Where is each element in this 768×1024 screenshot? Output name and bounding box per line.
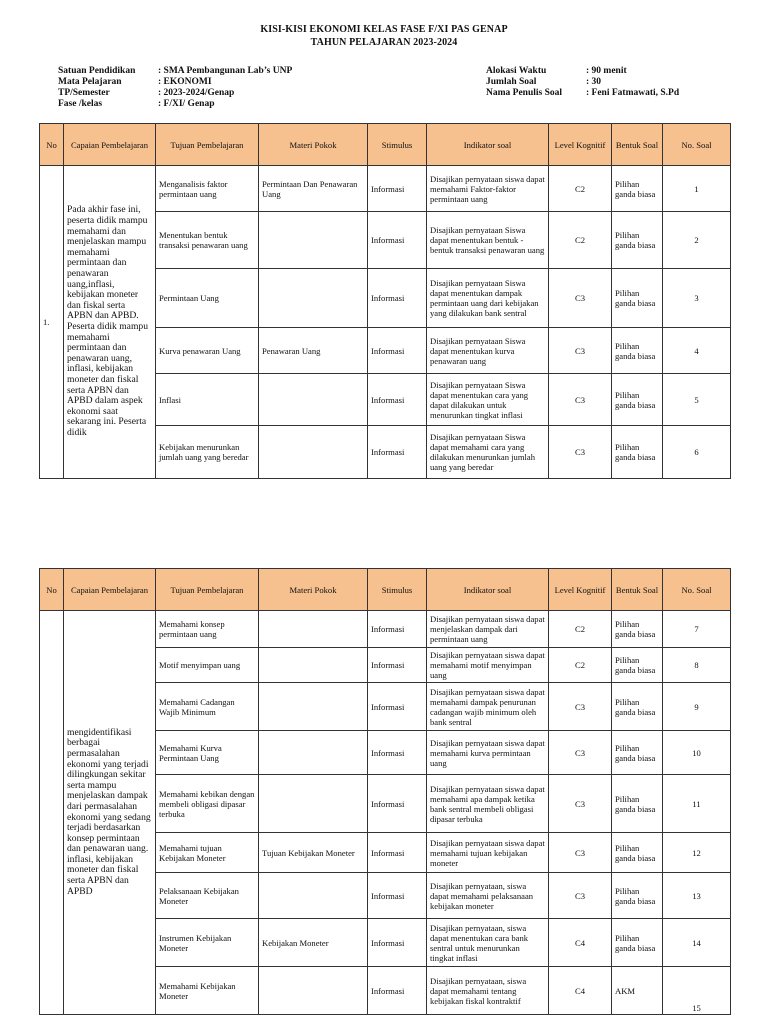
bentuk-cell: AKM [612, 967, 663, 1015]
level-cell: C3 [549, 731, 612, 775]
indikator-cell: Disajikan pernyataan, siswa dapat memahami tentang kebijakan fiskal kontraktif [427, 967, 549, 1015]
materi-cell [259, 775, 368, 833]
tujuan-cell: Menganalisis faktor permintaan uang [156, 166, 259, 212]
indikator-cell: Disajikan pernyataan siswa dapat memahami tujuan kebijakan moneter [427, 833, 549, 873]
bentuk-cell: Pilihan ganda biasa [612, 833, 663, 873]
tujuan-cell: Memahami Kebijakan Moneter [156, 967, 259, 1015]
bentuk-cell: Pilihan ganda biasa [612, 328, 663, 374]
row-no [40, 611, 64, 1015]
bentuk-cell: Pilihan ganda biasa [612, 775, 663, 833]
level-cell: C4 [549, 919, 612, 967]
stimulus-cell: Informasi [368, 426, 427, 479]
materi-cell [259, 611, 368, 648]
nomor-cell: 2 [663, 212, 731, 269]
col-header-bentuk: Bentuk Soal [612, 569, 663, 611]
meta-row-phase: Fase /kelas : F/XI/ Genap [58, 99, 215, 109]
materi-cell: Penawaran Uang [259, 328, 368, 374]
materi-cell: Tujuan Kebijakan Moneter [259, 833, 368, 873]
bentuk-cell: Pilihan ganda biasa [612, 648, 663, 683]
level-cell: C3 [549, 873, 612, 919]
stimulus-cell: Informasi [368, 611, 427, 648]
stimulus-cell: Informasi [368, 967, 427, 1015]
stimulus-cell: Informasi [368, 166, 427, 212]
stimulus-cell: Informasi [368, 648, 427, 683]
indikator-cell: Disajikan pernyataan, siswa dapat memahami pelaksanaan kebijakan moneter [427, 873, 549, 919]
stimulus-cell: Informasi [368, 731, 427, 775]
col-header-indikator: Indikator soal [427, 124, 549, 166]
nomor-cell: 5 [663, 374, 731, 426]
level-cell: C3 [549, 374, 612, 426]
materi-cell [259, 212, 368, 269]
col-header-stimulus: Stimulus [368, 124, 427, 166]
table-row [40, 166, 731, 212]
nomor-cell: 10 [663, 731, 731, 775]
meta-row-time: Alokasi Waktu : 90 menit [486, 66, 627, 76]
tujuan-cell: Inflasi [156, 374, 259, 426]
tujuan-cell: Memahami kebikan dengan membeli obligasi dipasar terbuka [156, 775, 259, 833]
meta-row-subject: Mata Pelajaran : EKONOMI [58, 77, 212, 87]
tujuan-cell: Permintaan Uang [156, 269, 259, 328]
bentuk-cell: Pilihan ganda biasa [612, 919, 663, 967]
col-header-nomor: No. Soal [663, 124, 731, 166]
level-cell: C2 [549, 212, 612, 269]
stimulus-cell: Informasi [368, 873, 427, 919]
col-header-indikator: Indikator soal [427, 569, 549, 611]
materi-cell [259, 731, 368, 775]
bentuk-cell: Pilihan ganda biasa [612, 731, 663, 775]
tujuan-cell: Memahami konsep permintaan uang [156, 611, 259, 648]
col-header-materi: Materi Pokok [259, 569, 368, 611]
col-header-tujuan: Tujuan Pembelajaran [156, 124, 259, 166]
bentuk-cell: Pilihan ganda biasa [612, 374, 663, 426]
materi-cell [259, 683, 368, 731]
nomor-cell: 15 [663, 967, 731, 1015]
materi-cell [259, 374, 368, 426]
table-header-row [40, 569, 731, 611]
level-cell: C3 [549, 833, 612, 873]
tujuan-cell: Kebijakan menurunkan jumlah uang yang beredar [156, 426, 259, 479]
col-header-capaian: Capaian Pembelajaran [64, 569, 156, 611]
bentuk-cell: Pilihan ganda biasa [612, 873, 663, 919]
meta-left [58, 66, 292, 110]
kisi-table-1 [39, 123, 731, 479]
materi-cell [259, 269, 368, 328]
table-header-row [40, 124, 731, 166]
col-header-capaian: Capaian Pembelajaran [64, 124, 156, 166]
indikator-cell: Disajikan pernyataan Siswa dapat menentukan kurva penawaran uang [427, 328, 549, 374]
level-cell: C3 [549, 775, 612, 833]
nomor-cell: 4 [663, 328, 731, 374]
indikator-cell: Disajikan pernyataan, siswa dapat menentukan cara bank sentral untuk menurunkan tingkat inflasi [427, 919, 549, 967]
indikator-cell: Disajikan pernyataan siswa dapat memahami apa dampak ketika bank sentral membeli obligasi dipasar terbuka [427, 775, 549, 833]
level-cell: C3 [549, 426, 612, 479]
capaian-text: Pada akhir fase ini, peserta didik mampu memahami dan menjelaskan mampu memahami permintaan dan penawaran uang,inflasi, kebijakan moneter dan fiskal serta APBN dan APBD. Peserta didik mampu memahami permintaan dan penawaran uang, inflasi, kebijakan moneter dan fiskal serta APBN dan APBD dalam aspek ekonomi saat sekarang ini. Peserta didik [64, 166, 156, 479]
meta-row-author: Nama Penulis Soal : Feni Fatmawati, S.Pd [486, 88, 680, 98]
nomor-cell: 14 [663, 919, 731, 967]
stimulus-cell: Informasi [368, 683, 427, 731]
level-cell: C3 [549, 683, 612, 731]
tujuan-cell: Instrumen Kebijakan Moneter [156, 919, 259, 967]
tujuan-cell: Pelaksanaan Kebijakan Moneter [156, 873, 259, 919]
stimulus-cell: Informasi [368, 328, 427, 374]
stimulus-cell: Informasi [368, 374, 427, 426]
bentuk-cell: Pilihan ganda biasa [612, 269, 663, 328]
nomor-cell: 11 [663, 775, 731, 833]
indikator-cell: Disajikan pernyataan Siswa dapat memahami cara yang dilakukan menurunkan jumlah uang yang beredar [427, 426, 549, 479]
bentuk-cell: Pilihan ganda biasa [612, 426, 663, 479]
level-cell: C3 [549, 328, 612, 374]
meta-row-count: Jumlah Soal : 30 [486, 77, 602, 87]
meta-row-school: Satuan Pendidikan : SMA Pembangunan Lab’s UNP [58, 66, 293, 76]
nomor-cell: 3 [663, 269, 731, 328]
bentuk-cell: Pilihan ganda biasa [612, 166, 663, 212]
tujuan-cell: Memahami Kurva Permintaan Uang [156, 731, 259, 775]
nomor-cell: 9 [663, 683, 731, 731]
nomor-cell: 13 [663, 873, 731, 919]
indikator-cell: Disajikan pernyataan siswa dapat memahami motif menyimpan uang [427, 648, 549, 683]
col-header-no: No [40, 124, 64, 166]
tujuan-cell: Menentukan bentuk transaksi penawaran uang [156, 212, 259, 269]
stimulus-cell: Informasi [368, 212, 427, 269]
nomor-cell: 12 [663, 833, 731, 873]
level-cell: C4 [549, 967, 612, 1015]
bentuk-cell: Pilihan ganda biasa [612, 683, 663, 731]
tujuan-cell: Motif menyimpan uang [156, 648, 259, 683]
indikator-cell: Disajikan pernyataan siswa dapat memahami kurva permintaan uang [427, 731, 549, 775]
nomor-cell: 1 [663, 166, 731, 212]
col-header-materi: Materi Pokok [259, 124, 368, 166]
nomor-cell: 7 [663, 611, 731, 648]
materi-cell [259, 967, 368, 1015]
tujuan-cell: Memahami tujuan Kebijakan Moneter [156, 833, 259, 873]
indikator-cell: Disajikan pernyataan Siswa dapat menentukan bentuk - bentuk transaksi penawaran uang [427, 212, 549, 269]
tujuan-cell: Kurva penawaran Uang [156, 328, 259, 374]
nomor-cell: 8 [663, 648, 731, 683]
materi-cell [259, 648, 368, 683]
table-row [40, 611, 731, 648]
stimulus-cell: Informasi [368, 919, 427, 967]
meta-row-semester: TP/Semester : 2023-2024/Genap [58, 88, 235, 98]
bentuk-cell: Pilihan ganda biasa [612, 611, 663, 648]
level-cell: C3 [549, 269, 612, 328]
bentuk-cell: Pilihan ganda biasa [612, 212, 663, 269]
stimulus-cell: Informasi [368, 269, 427, 328]
materi-cell: Permintaan Dan Penawaran Uang [259, 166, 368, 212]
indikator-cell: Disajikan pernyataan Siswa dapat menentukan cara yang dapat dilakukan untuk menurunkan tingkat inflasi [427, 374, 549, 426]
col-header-bentuk: Bentuk Soal [612, 124, 663, 166]
level-cell: C2 [549, 166, 612, 212]
kisi-table-2 [39, 568, 731, 1015]
materi-cell [259, 426, 368, 479]
indikator-cell: Disajikan pernyataan siswa dapat memahami dampak penurunan cadangan wajib minimum oleh bank sentral [427, 683, 549, 731]
level-cell: C2 [549, 648, 612, 683]
stimulus-cell: Informasi [368, 833, 427, 873]
col-header-tujuan: Tujuan Pembelajaran [156, 569, 259, 611]
col-header-level: Level Kognitif [549, 569, 612, 611]
stimulus-cell: Informasi [368, 775, 427, 833]
materi-cell: Kebijakan Moneter [259, 919, 368, 967]
indikator-cell: Disajikan pernyataan siswa dapat memahami Faktor-faktor permintaan uang [427, 166, 549, 212]
doc-title-line1: KISI-KISI EKONOMI KELAS FASE F/XI PAS GENAP [260, 24, 508, 35]
capaian-text: mengidentifikasi berbagai permasalahan ekonomi yang terjadi dilingkungan sekitar serta mampu menjelaskan dampak dari permasalahan ekonomi yang sedang terjadi berdasarkan konsep permintaan dan penawaran uang. inflasi, kebijakan moneter dan fiskal serta APBN dan APBD [64, 611, 156, 1015]
indikator-cell: Disajikan pernyataan siswa dapat menjelaskan dampak dari permintaan uang [427, 611, 549, 648]
doc-title-line2: TAHUN PELAJARAN 2023-2024 [310, 37, 458, 48]
col-header-level: Level Kognitif [549, 124, 612, 166]
col-header-no: No [40, 569, 64, 611]
indikator-cell: Disajikan pernyataan Siswa dapat menentukan dampak permintaan uang dari kebijakan yang dilakukan bank sentral [427, 269, 549, 328]
col-header-stimulus: Stimulus [368, 569, 427, 611]
row-no: 1. [40, 166, 64, 479]
tujuan-cell: Memahami Cadangan Wajib Minimum [156, 683, 259, 731]
nomor-cell: 6 [663, 426, 731, 479]
level-cell: C2 [549, 611, 612, 648]
materi-cell [259, 873, 368, 919]
meta-right [486, 66, 679, 99]
col-header-nomor: No. Soal [663, 569, 731, 611]
